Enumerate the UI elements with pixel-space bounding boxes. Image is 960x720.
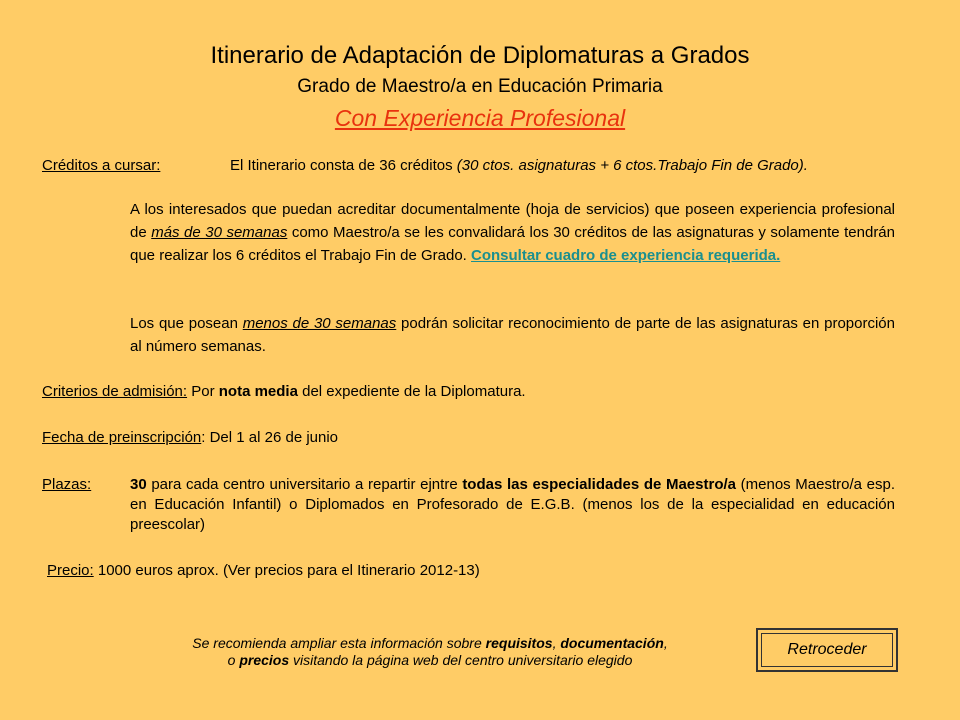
plazas-number: 30: [130, 476, 147, 493]
footer-bold-documentacion: documentación: [560, 635, 664, 651]
footer-comma: ,: [663, 635, 668, 651]
creditos-label: Créditos a cursar:: [42, 157, 161, 174]
plazas-bold: todas las especialidades de Maestro/a: [462, 476, 736, 493]
criterios-label: Criterios de admisión:: [42, 383, 188, 400]
footer-text: Se recomienda ampliar esta información sobre: [192, 635, 486, 651]
page-title: Itinerario de Adaptación de Diplomaturas a Grados: [210, 42, 750, 69]
para1-part1: A los interesados que puedan acreditar documentalmente (hoja de servicios) que poseen experiencia profesional de: [130, 201, 895, 241]
footer-bold-precios: precios: [239, 652, 290, 668]
fecha-label: Fecha de preinscripción: [42, 429, 202, 446]
creditos-detail: (30 ctos. asignaturas + 6 ctos.Trabajo Fin de Grado).: [456, 157, 808, 174]
creditos-text: [230, 156, 910, 176]
para2-part2: podrán solicitar reconocimiento de parte de las asignaturas en proporción al número semanas.: [130, 315, 895, 355]
para2-part1: Los que posean: [130, 315, 243, 332]
creditos-main: El Itinerario consta de 36 créditos: [230, 157, 457, 174]
criterios-post: del expediente de la Diplomatura.: [297, 383, 526, 400]
plazas-label: Plazas:: [42, 476, 92, 493]
pre-registration-date: [42, 428, 338, 448]
price-info: [47, 561, 480, 581]
experience-paragraph: [130, 198, 895, 267]
criterios-bold: nota media: [218, 383, 298, 400]
para1-part2: como Maestro/a se les convalidará los 30 créditos de las asignaturas y solamente tendrán que realizar los 6 créditos el Trabajo Fin de Grado.: [130, 224, 895, 264]
back-button-label[interactable]: Retroceder: [761, 633, 893, 667]
precio-text: 1000 euros aprox. (Ver precios para el Itinerario 2012-13): [93, 562, 480, 579]
plazas-post: (menos Maestro/a esp. en Educación Infantil) o Diplomados en Profesorado de E.G.B. (menos los de la especialidad en educación preescolar): [130, 476, 895, 533]
para1-emphasis: más de 30 semanas: [151, 224, 288, 241]
highlight-text: Con Experiencia Profesional: [334, 105, 626, 131]
plazas-pre: para cada centro universitario a repartir ejntre: [146, 476, 463, 493]
footer-sep: ,: [552, 635, 561, 651]
footer-or: o: [227, 652, 240, 668]
page-subtitle: Grado de Maestro/a en Educación Primaria: [297, 76, 663, 97]
fecha-text: : Del 1 al 26 de junio: [201, 429, 339, 446]
criterios-pre: Por: [187, 383, 219, 400]
footer-note: [90, 635, 770, 669]
partial-experience-paragraph: [130, 312, 895, 358]
footer-tail: visitando la página web del centro universitario elegido: [289, 652, 633, 668]
plazas-text: [130, 475, 895, 535]
footer-bold-requisitos: requisitos: [485, 635, 553, 651]
back-button[interactable]: [756, 628, 898, 672]
experience-table-link[interactable]: Consultar cuadro de experiencia requerida.: [471, 247, 781, 264]
admission-criteria: [42, 382, 526, 402]
precio-label: Precio:: [47, 562, 94, 579]
page-highlight: [0, 105, 960, 132]
para2-emphasis: menos de 30 semanas: [242, 315, 397, 332]
